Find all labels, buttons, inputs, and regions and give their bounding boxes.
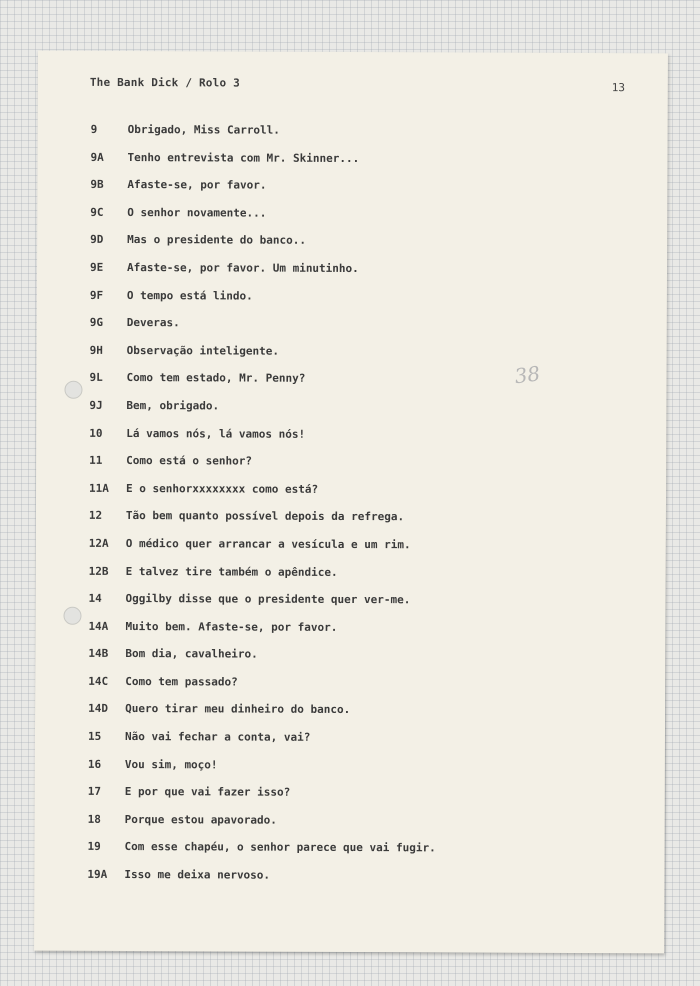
pencil-annotation: 38 [513,361,542,389]
list-item [90,316,650,346]
list-item [91,123,651,153]
line-number: 14B [88,647,109,661]
line-text: Isso me deixa nervoso. [124,868,271,882]
line-text: Muito bem. Afaste-se, por favor. [125,619,338,634]
line-text: O médico quer arrancar a vesícula e um rim. [125,536,411,552]
line-text: Bom dia, cavalheiro. [125,647,258,661]
list-item [90,344,650,374]
line-number: 9 [90,122,98,136]
list-item [89,399,649,429]
list-item [88,730,648,760]
line-number: 17 [87,785,102,799]
line-number: 15 [87,729,102,743]
line-number: 9J [89,398,103,412]
typed-page [34,51,668,954]
line-number: 12B [88,564,109,578]
list-item [90,178,650,208]
line-text: Tão bem quanto possível depois da refrega. [125,509,405,524]
line-text: Afaste-se, por favor. Um minutinho. [126,260,359,276]
list-item [88,647,648,677]
list-item [88,620,648,650]
list-item [89,564,649,594]
list-item [89,454,649,484]
line-text: Observação inteligente. [126,343,280,358]
line-number: 9L [89,371,103,385]
line-text: Bem, obrigado. [126,398,220,413]
line-text: O tempo está lindo. [126,288,253,303]
line-text: Como tem estado, Mr. Penny? [126,371,306,386]
line-text: Tenho entrevista com Mr. Skinner... [127,150,360,165]
line-text: O senhor novamente... [127,205,267,220]
list-item [87,840,647,870]
line-number: 9G [89,316,104,330]
line-text: E por que vai fazer isso? [124,785,291,799]
dialogue-list [87,123,650,898]
line-number: 9H [89,343,103,357]
list-item [87,868,647,898]
list-item [88,702,648,732]
list-item [89,509,649,539]
line-number: 16 [87,757,102,771]
list-item [90,206,650,236]
line-number: 9F [89,288,104,302]
line-number: 14D [88,702,108,716]
list-item [88,785,648,815]
line-text: E o senhorxxxxxxxx como está? [126,481,319,496]
document-title: The Bank Dick / Rolo 3 [89,75,240,90]
list-item [88,592,648,622]
list-item [89,426,649,456]
line-number: 14C [88,674,109,688]
line-text: Quero tirar meu dinheiro do banco. [125,702,351,717]
line-number: 9A [90,150,104,164]
line-number: 12 [88,509,103,523]
list-item [89,371,649,401]
line-text: Como tem passado? [125,674,238,689]
line-number: 11 [89,453,103,468]
list-item [88,758,648,788]
line-number: 9C [90,205,104,219]
line-number: 9D [90,233,104,247]
line-text: Obrigado, Miss Carroll. [127,123,280,137]
list-item [90,150,650,180]
line-text: Lá vamos nós, lá vamos nós! [126,426,306,441]
line-number: 10 [89,426,103,440]
list-item [88,813,648,843]
list-item [89,537,649,567]
line-number: 9E [89,260,104,274]
line-number: 11A [89,481,109,495]
line-number: 9B [90,178,104,192]
line-text: Oggilby disse que o presidente quer ver-me. [125,592,411,607]
line-text: Deveras. [126,316,180,330]
list-item [88,675,648,705]
line-number: 19A [87,867,108,881]
line-text: Mas o presidente do banco.. [127,233,306,248]
line-text: Como está o senhor? [126,454,253,468]
list-item [90,261,650,291]
line-number: 14 [88,591,102,606]
line-text: Não vai fechar a conta, vai? [124,730,311,744]
list-item [90,233,650,263]
punch-hole-icon [63,607,81,625]
line-text: E talvez tire também o apêndice. [125,564,338,579]
page-number: 13 [611,81,626,95]
line-text: Porque estou apavorado. [124,812,277,827]
line-number: 12A [88,536,109,550]
line-text: Com esse chapéu, o senhor parece que vai fugir. [124,840,436,855]
line-text: Vou sim, moço! [124,757,218,772]
line-text: Afaste-se, por favor. [127,178,267,192]
punch-hole-icon [64,381,82,399]
line-number: 18 [87,812,101,826]
line-number: 14A [88,619,109,633]
list-item [89,482,649,512]
line-number: 19 [87,840,101,854]
list-item [90,288,650,318]
